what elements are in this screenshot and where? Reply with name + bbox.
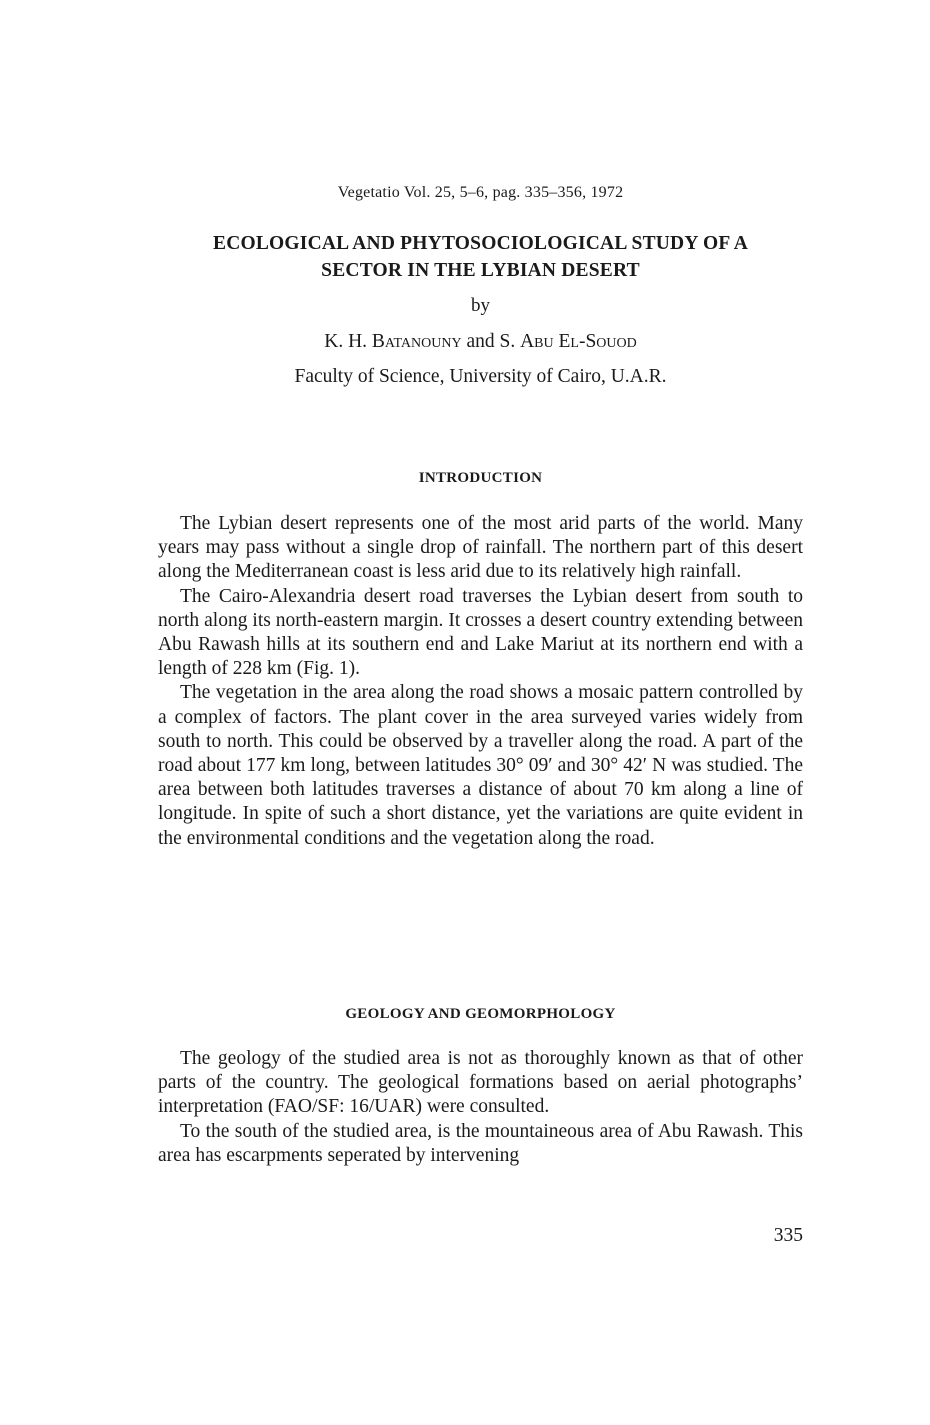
- author-2-initials: S.: [499, 331, 521, 352]
- authors: [158, 331, 803, 353]
- author-1-initials: K. H.: [324, 331, 372, 352]
- paragraph: The Cairo-Alexandria desert road traverses the Lybian desert from south to north along its north-eastern margin. It crosses a desert country extending between Abu Rawash hills at its southern end and Lake Mariut at its northern end with a length of 228 km (Fig. 1).: [158, 585, 803, 680]
- author-1-surname: Batanouny: [371, 331, 462, 352]
- section-heading-geology: GEOLOGY AND GEOMORPHOLOGY: [345, 1006, 616, 1022]
- paragraph: The Lybian desert represents one of the most arid parts of the world. Many years may pass without a single drop of rainfall. The northern part of this desert along the Mediterranean coast is less arid due to its relatively high rainfall.: [158, 513, 803, 583]
- author-conjunction: and: [461, 331, 500, 352]
- byline: by: [471, 295, 490, 316]
- introduction-body: [158, 512, 803, 851]
- paper-title: [158, 230, 803, 284]
- paragraph: To the south of the studied area, is the mountaineous area of Abu Rawash. This area has escarpments seperated by intervening: [158, 1120, 803, 1166]
- paper-page: [158, 0, 803, 1425]
- geology-body: [158, 1047, 803, 1168]
- paper-title-line-1: ECOLOGICAL AND PHYTOSOCIOLOGICAL STUDY OF A: [212, 233, 749, 254]
- paragraph: The geology of the studied area is not as thoroughly known as that of other parts of the country. The geological formations based on aerial photographs’ interpretation (FAO/SF: 16/UAR) were consulted.: [158, 1048, 803, 1118]
- affiliation: Faculty of Science, University of Cairo, U.A.R.: [294, 366, 667, 387]
- author-2-surname: Abu El-Souod: [520, 331, 637, 352]
- journal-citation: Vegetatio Vol. 25, 5–6, pag. 335–356, 1972: [337, 184, 624, 201]
- paragraph: The vegetation in the area along the road shows a mosaic pattern controlled by a complex of factors. The plant cover in the area surveyed varies widely from south to north. This could be observed by a traveller along the road. A part of the road about 177 km long, between latitudes 30° 09′ and 30° 42′ N was studied. The area between both latitudes traverses a distance of about 70 km along a line of longitude. In spite of such a short distance, yet the variations are quite evident in the environmental conditions and the vegetation along the road.: [158, 682, 803, 849]
- page-number: 335: [773, 1225, 803, 1246]
- section-heading-introduction: INTRODUCTION: [418, 470, 543, 486]
- paper-title-line-2: SECTOR IN THE LYBIAN DESERT: [321, 260, 640, 281]
